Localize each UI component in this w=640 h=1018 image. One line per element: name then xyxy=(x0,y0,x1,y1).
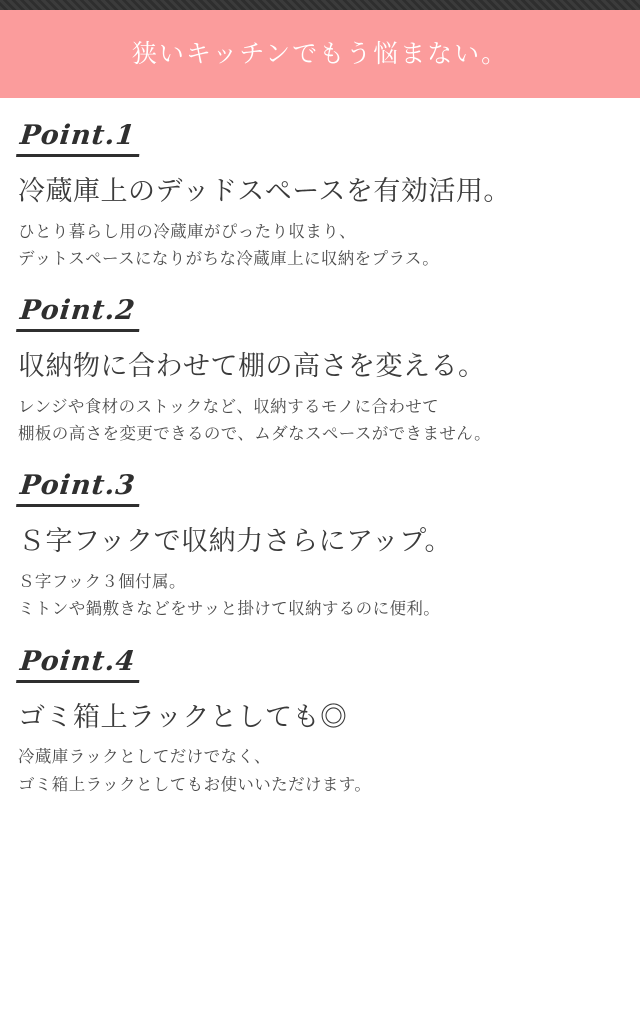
top-stripe-decoration xyxy=(0,0,640,10)
point-label: Point.4 xyxy=(16,646,143,683)
banner xyxy=(0,10,640,98)
point-body-line: ゴミ箱上ラックとしてもお使いいただけます。 xyxy=(18,775,372,794)
point-body-line: 棚板の高さを変更できるので、ムダなスペースができません。 xyxy=(18,425,492,444)
point-body-line: 冷蔵庫ラックとしてだけでなく、 xyxy=(18,748,271,767)
point-body-line: Ｓ字フック３個付属。 xyxy=(18,573,186,592)
point-body-line: レンジや食材のストックなど、収納するモノに合わせて xyxy=(18,397,440,416)
point-body xyxy=(18,219,622,273)
point-block xyxy=(18,295,622,448)
point-body xyxy=(18,744,622,798)
point-body-line: ミトンや鍋敷きなどをサッと掛けて収納するのに便利。 xyxy=(18,600,441,619)
point-block xyxy=(18,646,622,799)
point-heading: 収納物に合わせて棚の高さを変える。 xyxy=(18,351,486,382)
point-heading: Ｓ字フックで収納力さらにアップ。 xyxy=(18,526,453,557)
point-heading: ゴミ箱上ラックとしても◎ xyxy=(18,701,348,732)
point-body xyxy=(18,394,622,448)
point-label: Point.2 xyxy=(16,295,143,332)
point-block xyxy=(18,470,622,623)
point-block xyxy=(18,120,622,273)
point-body-line: デットスペースになりがちな冷蔵庫上に収納をプラス。 xyxy=(18,249,440,268)
points-list xyxy=(0,98,640,799)
point-label: Point.3 xyxy=(16,470,143,507)
point-body-line: ひとり暮らし用の冷蔵庫がぴったり収まり、 xyxy=(18,222,356,241)
point-body xyxy=(18,569,622,623)
point-label: Point.1 xyxy=(16,120,143,157)
point-heading: 冷蔵庫上のデッドスペースを有効活用。 xyxy=(18,176,511,206)
banner-title: 狭いキッチンでもう悩まない。 xyxy=(131,40,509,68)
